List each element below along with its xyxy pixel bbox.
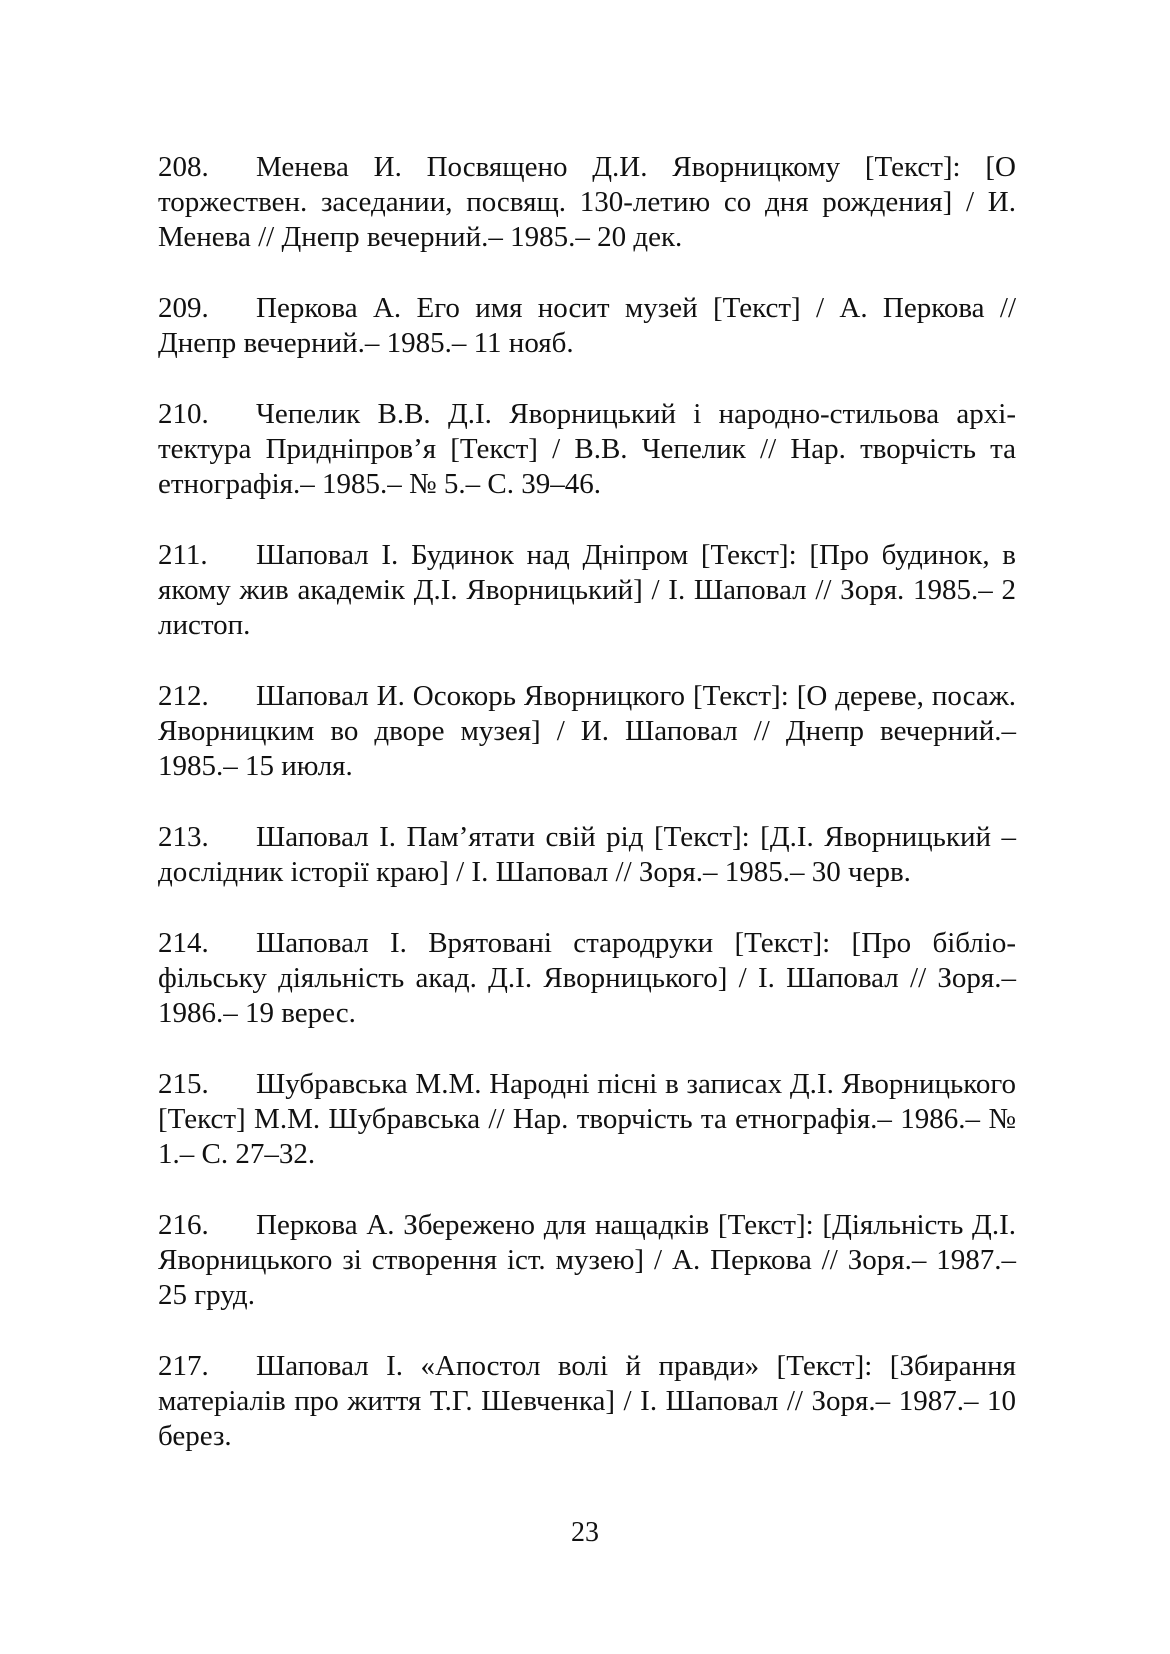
entry-text: Шаповал И. Осокорь Яворницкого [Текст]: [О дереве, посаж. Яворницким во дворе музея] / И. Шаповал // Днепр вечерний.– 1985.– 15 июля. xyxy=(158,680,1016,782)
bibliography-entry xyxy=(158,150,1016,255)
entry-text: Шубравська М.М. Народні пісні в записах Д.І. Яворницького [Текст] М.М. Шубравська // Нар. творчість та етнографія.– 1986.– № 1.– С. 27–32. xyxy=(158,1068,1016,1170)
entry-text: Менева И. Посвящено Д.И. Яворницкому [Текст]: [О торжествен. заседании, посвящ. 130-летию со дня рождения] / И. Менева // Днепр вечерний.– 1985.– 20 дек. xyxy=(158,151,1016,253)
entry-number: 217. xyxy=(158,1350,209,1382)
bibliography-entry xyxy=(158,538,1016,643)
entry-number: 212. xyxy=(158,680,209,712)
bibliography-list xyxy=(158,150,1016,1490)
entry-text: Шаповал І. Врятовані стародруки [Текст]: [Про бібліофільську діяльність акад. Д.І. Яворницького] / І. Шаповал // Зоря.– 1986.– 19 верес. xyxy=(158,927,1016,1029)
entry-text: Шаповал І. Пам’ятати свій рід [Текст]: [Д.І. Яворницький – дослідник історії краю] / І. Шаповал // Зоря.– 1985.– 30 черв. xyxy=(158,821,1016,888)
bibliography-entry xyxy=(158,291,1016,361)
entry-number: 216. xyxy=(158,1209,209,1241)
entry-number: 209. xyxy=(158,292,209,324)
bibliography-entry xyxy=(158,1349,1016,1454)
entry-number: 213. xyxy=(158,821,209,853)
entry-text: Перкова А. Збережено для нащадків [Текст]: [Діяльність Д.І. Яворницького зі створення іст. музею] / А. Перкова // Зоря.– 1987.– 25 груд. xyxy=(158,1209,1016,1311)
entry-number: 208. xyxy=(158,151,209,183)
entry-number: 215. xyxy=(158,1068,209,1100)
bibliography-entry xyxy=(158,1067,1016,1172)
entry-number: 214. xyxy=(158,927,209,959)
bibliography-entry xyxy=(158,679,1016,784)
bibliography-entry xyxy=(158,926,1016,1031)
entry-text: Шаповал І. «Апостол волі й правди» [Текст]: [Збирання матеріалів про життя Т.Г. Шевченка] / І. Шаповал // Зоря.– 1987.– 10 берез. xyxy=(158,1350,1016,1452)
bibliography-entry xyxy=(158,397,1016,502)
entry-number: 211. xyxy=(158,539,208,571)
page-number: 23 xyxy=(571,1517,599,1548)
entry-text: Чепелик В.В. Д.І. Яворницький і народно-стильова архітектура Придніпров’я [Текст] / В.В. Чепелик // Нар. творчість та етнографія.– 1985.– № 5.– С. 39–46. xyxy=(158,398,1016,500)
bibliography-entry xyxy=(158,1208,1016,1313)
entry-text: Перкова А. Его имя носит музей [Текст] / А. Перкова // Днепр вечерний.– 1985.– 11 нояб. xyxy=(158,292,1016,359)
entry-text: Шаповал І. Будинок над Дніпром [Текст]: [Про будинок, в якому жив академік Д.І. Яворницький] / І. Шаповал // Зоря. 1985.– 2 листоп. xyxy=(158,539,1016,641)
entry-number: 210. xyxy=(158,398,209,430)
bibliography-entry xyxy=(158,820,1016,890)
